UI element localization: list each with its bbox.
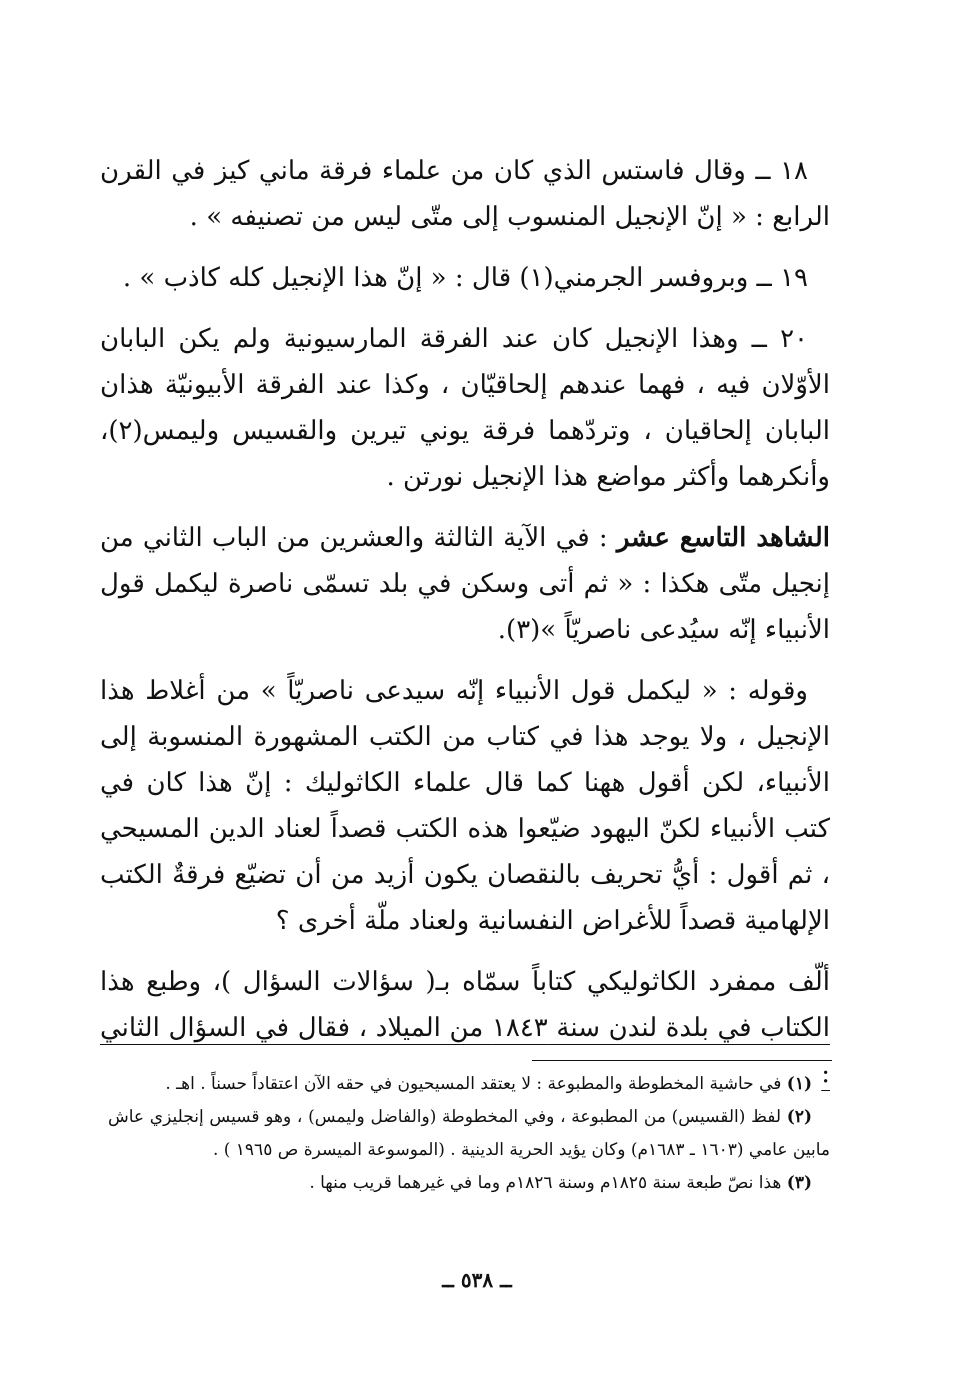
footnote-3-text: هذا نصّ طبعة سنة ١٨٢٥م وسنة ١٨٢٦م وما في غيرهما قريب منها . <box>309 1173 787 1193</box>
footnote-3 <box>108 1167 830 1200</box>
main-text <box>100 148 830 1112</box>
witness-19-text: : في الآية الثالثة والعشرين من الباب الثاني من إنجيل متّى هكذا : « ثم أتى وسكن في بلد تسمّى ناصرة ليكمل قول الأنبياء إنّه سيُدعى ناصريّاً »(٣). <box>100 523 830 645</box>
authored-text-a: ألّف ممفرد الكاثوليكي كتاباً سمّاه بـ( سؤالات السؤال )، وطبع هذا <box>100 967 830 997</box>
footnote-2 <box>108 1101 830 1167</box>
commentary-paragraph: وقوله : « ليكمل قول الأنبياء إنّه سيدعى ناصريّاً » من أغلاط هذا الإنجيل ، ولا يوجد هذا في كتاب من الكتب المشهورة المنسوبة إلى الأنبياء، لكن أقول ههنا كما قال علماء الكاثوليك : إنّ هذا كان في كتب الأنبياء لكنّ اليهود ضيّعوا هذه الكتب قصداً لعناد الدين المسيحي ، ثم أقول : أيُّ تحريف بالنقصان يكون أزيد من أن تضيّع فرقةٌ الكتب الإلهامية قصداً للأغراض النفسانية ولعناد ملّة أخرى ؟ <box>100 676 830 936</box>
footnote-separator <box>532 1060 832 1061</box>
footnotes <box>108 1068 830 1200</box>
footnote-1 <box>108 1068 830 1101</box>
witness-19-heading: الشاهد التاسع عشر <box>616 523 830 553</box>
page-number: ــ ٥٣٨ ــ <box>442 1268 512 1292</box>
witness-19-paragraph <box>100 515 830 653</box>
authored-text-b: الكتاب في بلدة لندن سنة ١٨٤٣ من الميلاد ، فقال في السؤال الثاني : <box>100 1013 830 1089</box>
footnote-1-number: (١) <box>786 1074 812 1094</box>
footnote-1-text: في حاشية المخطوطة والمطبوعة : لا يعتقد المسيحيون في حقه الآن اعتقاداً حسناً . اهـ . <box>165 1074 787 1094</box>
footnote-3-number: (٣) <box>786 1173 812 1193</box>
paragraph-19: ١٩ ــ وبروفسر الجرمني(١) قال : « إنّ هذا الإنجيل كله كاذب » . <box>122 263 808 293</box>
paragraph-18: ١٨ ــ وقال فاستس الذي كان من علماء فرقة ماني كيز في القرن الرابع : « إنّ الإنجيل المنسوب إلى متّى ليس من تصنيفه » . <box>100 156 830 232</box>
footnote-2-number: (٢) <box>786 1107 812 1127</box>
paragraph-20: ٢٠ ــ وهذا الإنجيل كان عند الفرقة المارسيونية ولم يكن البابان الأوّلان فيه ، فهما عندهم إلحاقيّان ، وكذا عند الفرقة الأبيونيّة هذان البابان إلحاقيان ، وتردّهما فرقة يوني تيرين والقسيس وليمس(٢)، وأنكرهما وأكثر مواضع هذا الإنجيل نورتن . <box>100 324 830 492</box>
footnote-2-text: لفظ (القسيس) من المطبوعة ، وفي المخطوطة (والفاضل وليمس) ، وهو قسيس إنجليزي عاش مابين عامي (١٦٠٣ ـ ١٦٨٣م) وكان يؤيد الحرية الدينية . (الموسوعة الميسرة ص ١٩٦٥ ) . <box>108 1107 830 1160</box>
